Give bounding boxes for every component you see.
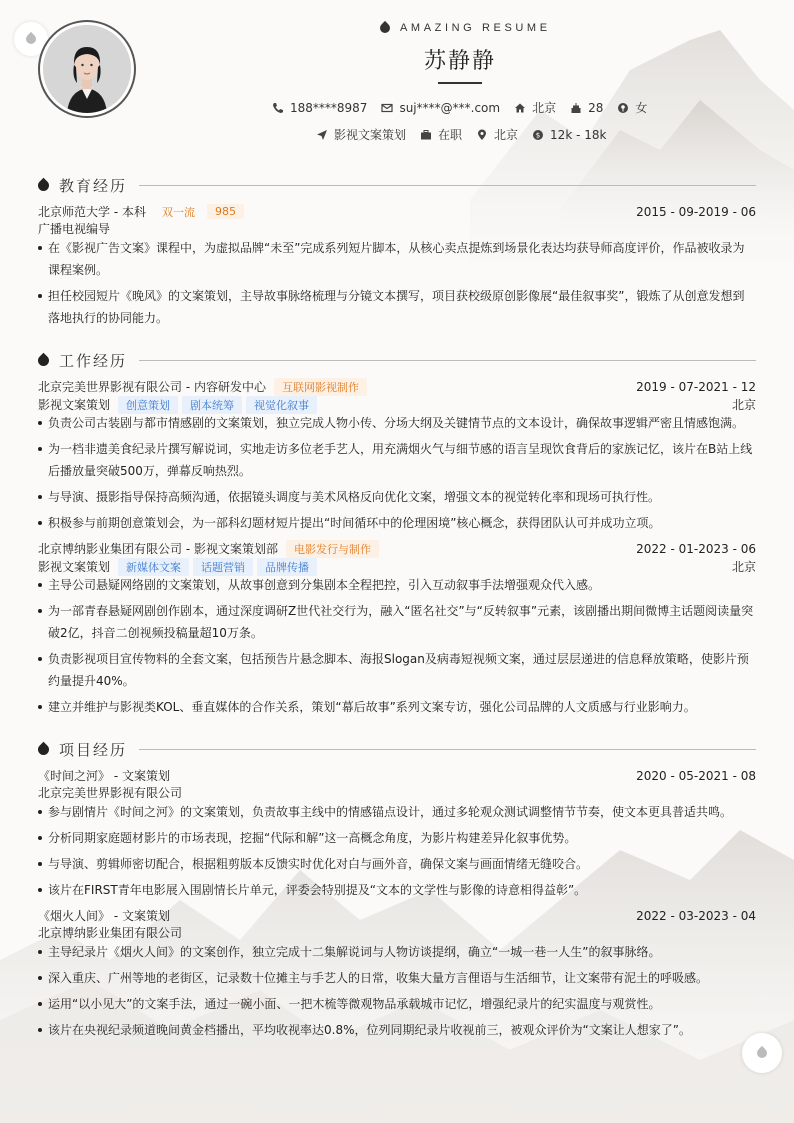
salary-range: 12k - 18k (550, 127, 607, 142)
skill-tag: 话题营销 (193, 558, 253, 576)
company-name: 北京完美世界影视有限公司 - 内容研发中心 (38, 380, 266, 394)
email-address: suj****@***.com (399, 100, 501, 115)
job-date: 2022 - 01-2023 - 06 (636, 541, 756, 556)
list-item: 负责公司古装剧与都市情感剧的文案策划，独立完成人物小传、分场大纲及关键情节点的文本设计，确保故事逻辑严密且情感饱满。 (38, 412, 756, 434)
list-item: 与导演、剪辑师密切配合，根据粗剪版本反馈实时优化对白与画外音，确保文案与画面情绪无缝咬合。 (38, 853, 756, 875)
skill-tag: 剧本统筹 (182, 396, 242, 414)
project-name: 《时间之河》 - 文案策划 (38, 769, 170, 783)
phone-number: 188****8987 (290, 100, 368, 115)
job-bullets (38, 574, 756, 722)
school-name: 北京师范大学 - 本科 (38, 205, 146, 219)
job-bullets (38, 412, 756, 538)
job-city: 北京 (731, 398, 756, 412)
project-name: 《烟火人间》 - 文案策划 (38, 909, 170, 923)
section-title: 工作经历 (59, 352, 128, 370)
role-name: 影视文案策划 (38, 560, 111, 574)
project-company-row (38, 784, 756, 801)
project-bullets (38, 941, 756, 1045)
project-head (38, 907, 756, 924)
major-name: 广播电视编导 (38, 222, 111, 236)
home-city: 北京 (532, 101, 557, 115)
list-item: 该片在FIRST青年电影展入围剧情长片单元，评委会特别提及“文本的文学性与影像的诗意相得益彰”。 (38, 879, 756, 901)
list-item: 运用“以小见大”的文案手法，通过一碗小面、一把木梳等微观物品承载城市记忆，增强纪录片的纪实温度与观赏性。 (38, 993, 756, 1015)
cake-icon (570, 102, 582, 114)
location-icon (476, 129, 488, 141)
gender-icon (617, 102, 629, 114)
list-item: 深入重庆、广州等地的老街区，记录数十位摊主与手艺人的日常，收集大量方言俚语与生活细节，让文案带有泥土的呼吸感。 (38, 967, 756, 989)
job-role-row (38, 558, 756, 575)
ink-drop-icon (36, 178, 52, 194)
education-bullets (38, 237, 756, 333)
school-tag: 双一流 (161, 205, 195, 219)
gender-value: 女 (635, 101, 648, 115)
list-item: 分析同期家庭题材影片的市场表现，挖掘“代际和解”这一高概念角度，为影片构建差异化叙事优势。 (38, 827, 756, 849)
skill-tag: 品牌传播 (257, 558, 317, 576)
list-item: 该片在央视纪录频道晚间黄金档播出，平均收视率达0.8%，位列同期纪录片收视前三，被观众评价为“文案让人想家了”。 (38, 1019, 756, 1041)
project-bullets (38, 801, 756, 905)
job-head (38, 378, 756, 395)
contact-row (272, 99, 647, 116)
skill-tag: 创意策划 (118, 396, 178, 414)
job-intent-row (316, 126, 606, 143)
role-name: 影视文案策划 (38, 398, 111, 412)
education-major-row (38, 220, 756, 237)
job-role-row (38, 396, 756, 413)
school-tag: 985 (207, 204, 244, 219)
brand-header (380, 20, 551, 36)
candidate-name: 苏静静 (423, 49, 496, 74)
list-item: 与导演、摄影指导保持高频沟通，依据镜头调度与美术风格反向优化文案，增强文本的视觉转化率和现场可执行性。 (38, 486, 756, 508)
section-title: 教育经历 (59, 177, 128, 195)
company-name: 北京博纳影业集团有限公司 - 影视文案策划部 (38, 542, 278, 556)
list-item: 为一部青春悬疑网剧创作剧本，通过深度调研Z世代社交行为，融入“匿名社交”与“反转叙事”元素，该剧播出期间微博主话题阅读量突破2亿，抖音二创视频投稿量超10万条。 (38, 600, 756, 644)
project-date: 2020 - 05-2021 - 08 (636, 768, 756, 783)
target-location: 北京 (494, 128, 519, 142)
home-icon (514, 102, 526, 114)
send-icon (316, 129, 328, 141)
list-item: 积极参与前期创意策划会，为一部科幻题材短片提出“时间循环中的伦理困境”核心概念，获得团队认可并成功立项。 (38, 512, 756, 534)
brand-text: AMAZING RESUME (400, 22, 551, 34)
section-education (38, 175, 756, 196)
skill-tag: 新媒体文案 (118, 558, 189, 576)
list-item: 主导公司悬疑网络剧的文案策划，从故事创意到分集剧本全程把控，引入互动叙事手法增强观众代入感。 (38, 574, 756, 596)
job-date: 2019 - 07-2021 - 12 (636, 379, 756, 394)
list-item: 在《影视广告文案》课程中，为虚拟品牌“未至”完成系列短片脚本，从核心卖点提炼到场景化表达均获导师高度评价，作品被收录为课程案例。 (38, 237, 756, 281)
ink-drop-icon (36, 353, 52, 369)
skill-tag: 视觉化叙事 (246, 396, 317, 414)
list-item: 主导纪录片《烟火人间》的文案创作，独立完成十二集解说词与人物访谈提纲，确立“一城一巷一人生”的叙事脉络。 (38, 941, 756, 963)
list-item: 担任校园短片《晚风》的文案策划，主导故事脉络梳理与分镜文本撰写，项目获校级原创影像展“最佳叙事奖”，锻炼了从创意发想到落地执行的协同能力。 (38, 285, 756, 329)
list-item: 负责影视项目宣传物料的全套文案，包括预告片悬念脚本、海报Slogan及病毒短视频文案，通过层层递进的信息释放策略，使影片预约量提升40%。 (38, 648, 756, 692)
list-item: 建立并维护与影视类KOL、垂直媒体的合作关系，策划“幕后故事”系列文案专访，强化公司品牌的人文质感与行业影响力。 (38, 696, 756, 718)
age-value: 28 (588, 100, 604, 115)
salary-icon (532, 129, 544, 141)
divider (139, 185, 756, 186)
section-projects (38, 739, 756, 760)
avatar (38, 20, 136, 118)
education-date: 2015 - 09-2019 - 06 (636, 204, 756, 219)
divider (139, 749, 756, 750)
project-company: 北京博纳影业集团有限公司 (38, 926, 183, 940)
svg-text:$: $ (535, 131, 541, 140)
ink-drop-icon (378, 21, 392, 35)
industry-tag: 互联网影视制作 (274, 378, 367, 396)
ink-drop-icon (36, 742, 52, 758)
mail-icon (381, 102, 393, 114)
project-head (38, 767, 756, 784)
education-head (38, 203, 756, 220)
section-work (38, 350, 756, 371)
phone-icon (272, 102, 284, 114)
job-head (38, 540, 756, 557)
name-underline (438, 82, 482, 84)
section-title: 项目经历 (59, 741, 128, 759)
briefcase-icon (420, 129, 432, 141)
job-city: 北京 (731, 560, 756, 574)
project-company: 北京完美世界影视有限公司 (38, 786, 183, 800)
divider (139, 360, 756, 361)
list-item: 参与剧情片《时间之河》的文案策划，负责故事主线中的情感锚点设计，通过多轮观众测试调整情节节奏，使文本更具普适共鸣。 (38, 801, 756, 823)
list-item: 为一档非遗美食纪录片撰写解说词，实地走访多位老手艺人，用充满烟火气与细节感的语言呈现饮食背后的家族记忆，该片在B站上线后播放量突破500万，弹幕反响热烈。 (38, 438, 756, 482)
job-title: 影视文案策划 (334, 128, 407, 142)
industry-tag: 电影发行与制作 (286, 540, 379, 558)
project-date: 2022 - 03-2023 - 04 (636, 908, 756, 923)
portrait-photo (43, 25, 131, 113)
project-company-row (38, 924, 756, 941)
job-status: 在职 (438, 128, 463, 142)
